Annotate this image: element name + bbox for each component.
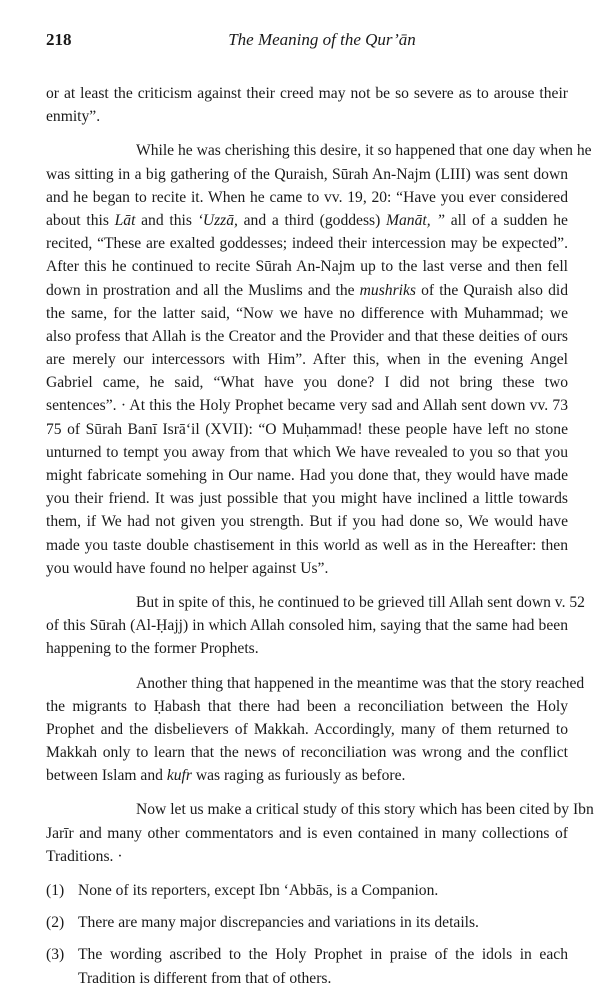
page-number: 218 xyxy=(46,30,72,49)
text-line xyxy=(46,534,568,557)
text-line xyxy=(46,695,568,718)
text-segment: enmity”. xyxy=(46,108,101,126)
text-segment: But in spite of this, he continued to be grieved till Allah sent down v. 52 xyxy=(136,593,585,611)
text-line xyxy=(46,82,568,105)
paragraphs xyxy=(46,82,594,868)
text-segment: Gabriel came, he said, “What have you done? I did not bring these two xyxy=(46,374,568,392)
italic-term: Lāt xyxy=(114,211,136,229)
paragraph xyxy=(46,672,585,788)
text-line xyxy=(46,637,568,660)
paragraph xyxy=(46,798,594,868)
text-line xyxy=(46,139,592,162)
text-line xyxy=(46,845,568,868)
text-line xyxy=(46,464,568,487)
text-segment: was raging as furiously as before. xyxy=(191,767,406,785)
text-line xyxy=(46,163,568,186)
text-line xyxy=(46,186,568,209)
italic-term: kufr xyxy=(166,767,192,785)
italic-term: Manāt, ” xyxy=(386,211,446,229)
text-segment: them, if We had not given you strength. But if you had done so, We would have xyxy=(46,513,568,531)
text-line xyxy=(46,487,568,510)
text-segment: Jarīr and many other commentators and is even contained in many collections of xyxy=(46,824,568,842)
text-segment: might fabricate somehing in Our name. Had you done that, they would have made xyxy=(46,467,568,484)
text-segment: down in prostration and all the Muslims and the xyxy=(46,281,360,299)
text-segment: Another thing that happened in the meantime was that the story reached xyxy=(136,674,585,692)
text-segment: between Islam and xyxy=(46,767,167,785)
text-line xyxy=(46,741,568,764)
paragraph xyxy=(46,82,568,128)
text-line xyxy=(46,209,568,232)
text-line xyxy=(46,510,568,533)
italic-term: mushriks xyxy=(359,281,416,299)
text-line: The wording ascribed to the Holy Prophet in praise of the idols in each xyxy=(78,946,568,964)
text-line xyxy=(46,672,585,695)
text-segment: of the Quraish also did xyxy=(415,281,568,299)
paragraph xyxy=(46,591,585,661)
text-segment: are merely our intercessors with Him”. After this, when in the evening Angel xyxy=(46,351,568,369)
list-text xyxy=(78,879,568,902)
text-segment: happening to the former Prophets. xyxy=(46,640,259,658)
text-line xyxy=(46,764,568,787)
text-line xyxy=(46,614,568,637)
text-segment: Makkah only to learn that the news of reconciliation was wrong and the conflict xyxy=(46,744,568,762)
text-segment: the same, for the latter said, “Now we have no difference with Muhammad; we xyxy=(46,304,568,322)
text-segment: unturned to tempt you away from that which We have revealed to you so that you xyxy=(46,443,568,461)
text-segment: Traditions. · xyxy=(46,847,123,865)
text-segment: the migrants to Ḥabash that there had been a reconciliation between the Holy xyxy=(46,697,568,715)
page-body xyxy=(46,82,594,999)
list-number: (3) xyxy=(46,946,65,964)
text-segment: and a third (goddess) xyxy=(237,211,387,229)
text-segment: all of a sudden he xyxy=(445,211,568,229)
text-segment: sentences”. · At this the Holy Prophet became very sad and Allah sent down vv. 73 xyxy=(46,397,568,415)
text-line: There are many major discrepancies and variations in its details. xyxy=(78,914,479,932)
text-segment: also profess that Allah is the Creator and the Provider and that these deities of ours xyxy=(46,327,568,345)
list-item xyxy=(46,879,568,902)
list-item xyxy=(46,911,568,934)
text-line xyxy=(46,348,568,371)
text-line: Tradition is different from that of others. xyxy=(78,969,332,987)
text-line xyxy=(46,325,568,348)
list-text xyxy=(78,943,568,989)
text-segment: and he began to recite it. When he came to vv. 19, 20: “Have you ever considered xyxy=(46,188,568,206)
list-item xyxy=(46,943,568,989)
text-line xyxy=(46,418,568,441)
text-line xyxy=(46,441,568,464)
text-line xyxy=(46,718,568,741)
page-header xyxy=(46,30,568,54)
text-line xyxy=(46,591,585,614)
text-line xyxy=(46,822,568,845)
text-line xyxy=(46,105,568,128)
list-number: (2) xyxy=(46,914,65,932)
running-title: The Meaning of the Qur’ān xyxy=(228,30,416,49)
text-segment: and this xyxy=(135,211,198,229)
list-text xyxy=(78,911,568,934)
text-segment: recited, “These are exalted goddesses; indeed their intercession may be expected”. xyxy=(46,235,568,253)
text-segment: you would have found no helper against Us”. xyxy=(46,559,329,577)
text-segment: made you taste double chastisement in this world as well as in the Hereafter: then xyxy=(46,536,568,554)
text-segment: or at least the criticism against their creed may not be so severe as to arouse their xyxy=(46,85,568,102)
text-segment: After this he continued to recite Sūrah An-Najm up to the last verse and then fell xyxy=(46,258,568,276)
text-line xyxy=(46,302,568,325)
text-segment: 75 of Sūrah Banī Isrā‘il (XVII): “O Muḥammad! these people have left no stone xyxy=(46,420,568,438)
text-line xyxy=(46,279,568,302)
text-line xyxy=(46,232,568,255)
text-line xyxy=(46,798,594,821)
text-segment: Now let us make a critical study of this story which has been cited by Ibn xyxy=(136,801,594,819)
text-line xyxy=(46,394,568,417)
italic-term: ‘Uzzā, xyxy=(197,211,238,229)
text-segment: of this Sūrah (Al-Ḥajj) in which Allah consoled him, saying that the same had been xyxy=(46,617,568,635)
text-segment: was sitting in a big gathering of the Quraish, Sūrah An-Najm (LIII) was sent down xyxy=(46,165,568,183)
list-number: (1) xyxy=(46,882,65,899)
text-segment: about this xyxy=(46,211,115,229)
text-segment: Prophet and the disbelievers of Makkah. Accordingly, many of them returned to xyxy=(46,720,568,738)
text-line xyxy=(46,255,568,278)
paragraph xyxy=(46,139,592,580)
text-line xyxy=(46,557,568,580)
numbered-list xyxy=(46,879,568,990)
text-line xyxy=(46,371,568,394)
text-segment: you their friend. It was just possible that you might have inclined a little towards xyxy=(46,490,568,508)
text-line: None of its reporters, except Ibn ‘Abbās, is a Companion. xyxy=(78,882,439,899)
text-segment: While he was cherishing this desire, it so happened that one day when he xyxy=(136,142,592,160)
